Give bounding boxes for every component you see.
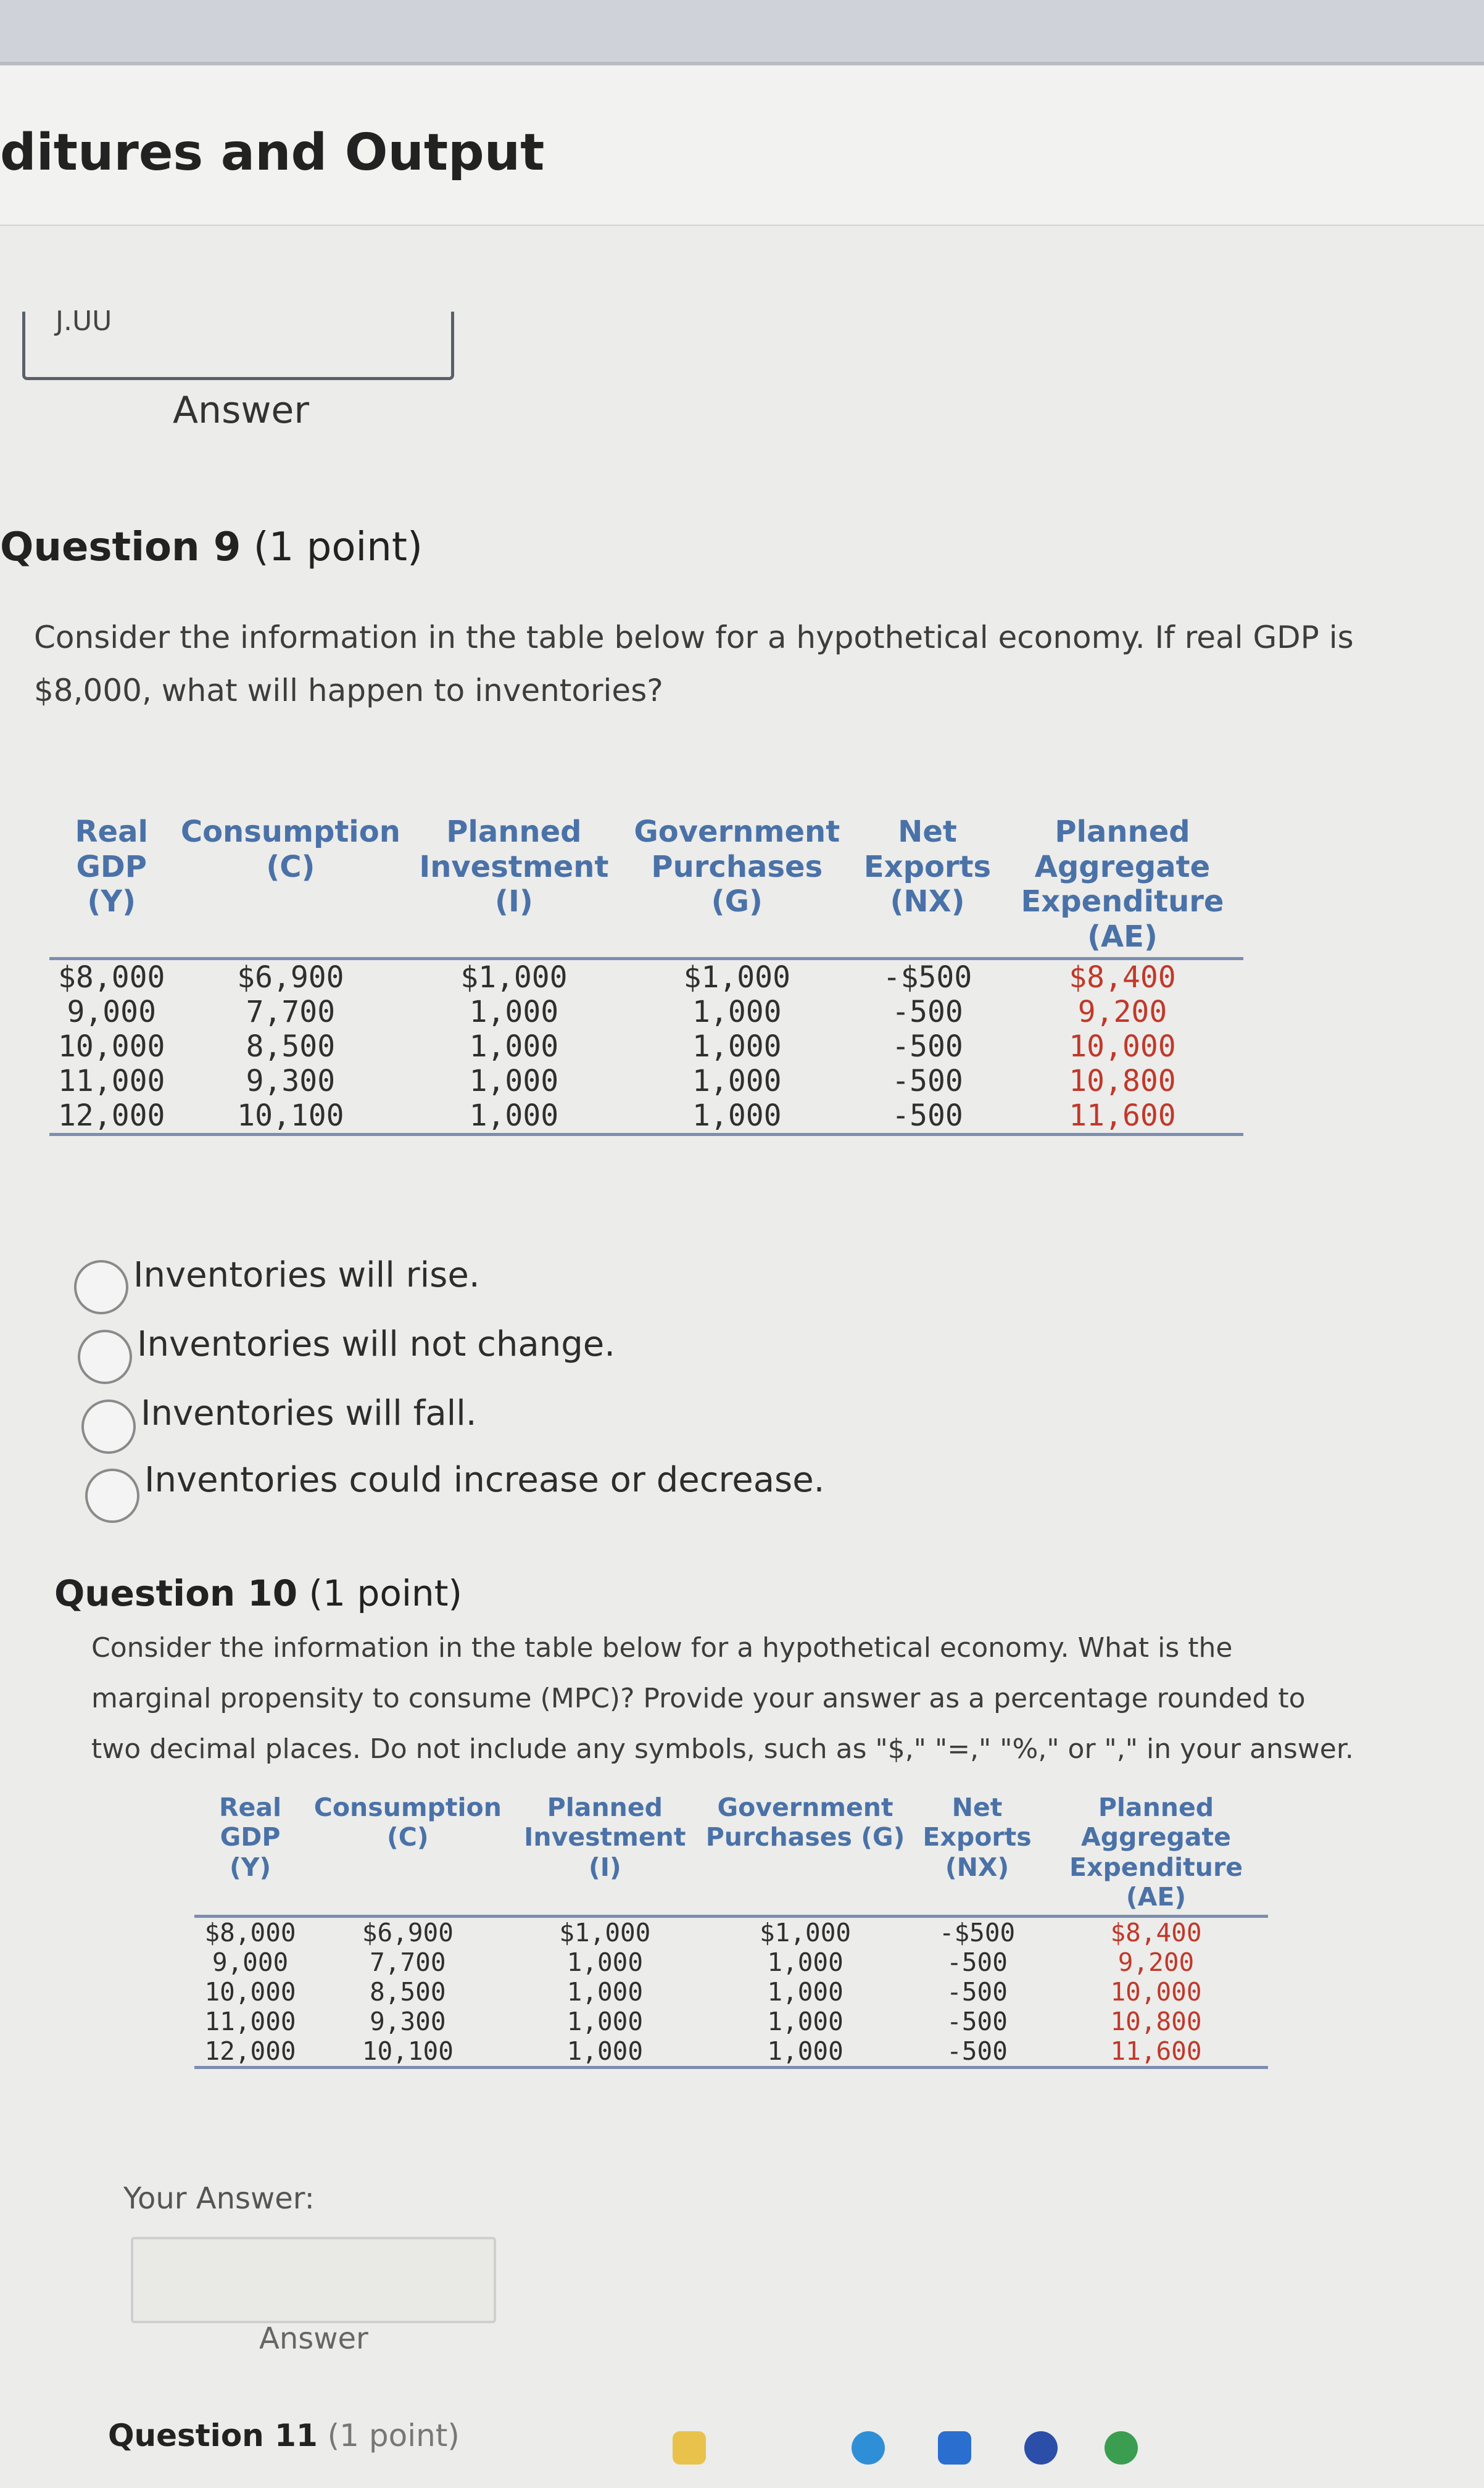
table-row xyxy=(49,995,1243,1029)
table-cell: 1,000 xyxy=(767,2006,844,2036)
table-cell: 1,000 xyxy=(566,1947,644,1977)
question-9-title xyxy=(0,525,423,570)
column-header: Net Exports (NX) xyxy=(863,815,992,919)
table-cell: $6,900 xyxy=(237,960,344,995)
table-cell: 7,700 xyxy=(370,1947,446,1977)
table-cell: 11,000 xyxy=(58,1063,165,1098)
table-cell: 1,000 xyxy=(469,994,559,1029)
table-row xyxy=(194,2007,1268,2036)
table-cell: 10,800 xyxy=(1110,2006,1202,2036)
table-cell: 1,000 xyxy=(692,1029,782,1064)
table-cell: -500 xyxy=(892,994,963,1029)
column-header: Real GDP (Y) xyxy=(218,1793,282,1882)
table-cell: $1,000 xyxy=(683,960,790,995)
table-row xyxy=(49,1029,1243,1064)
option-rise-radio[interactable] xyxy=(74,1260,128,1314)
edge-icon[interactable] xyxy=(852,2431,885,2465)
table-cell: 9,300 xyxy=(246,1063,336,1098)
table-cell: 11,600 xyxy=(1069,1098,1176,1133)
table-cell: 12,000 xyxy=(58,1098,165,1133)
question-10-title xyxy=(54,1572,462,1614)
your-answer-label: Your Answer: xyxy=(123,2181,315,2216)
table-cell: 1,000 xyxy=(469,1063,559,1098)
table-cell: 1,000 xyxy=(692,994,782,1029)
option-fall-radio[interactable] xyxy=(81,1400,136,1454)
table-cell: $8,400 xyxy=(1110,1917,1202,1947)
table-cell: 9,000 xyxy=(212,1947,289,1977)
page-title: ditures and Output xyxy=(0,123,545,182)
table-cell: -500 xyxy=(947,2006,1008,2036)
option-either-label[interactable]: Inventories could increase or decrease. xyxy=(144,1460,825,1500)
table-cell: 10,100 xyxy=(362,2036,454,2066)
answer-button[interactable]: Answer xyxy=(259,2321,368,2356)
table-row xyxy=(49,958,1243,995)
table-row xyxy=(194,2036,1268,2068)
question-10-points: (1 point) xyxy=(309,1572,463,1614)
file-explorer-icon[interactable] xyxy=(673,2431,706,2465)
question-10-text: Consider the information in the table below for a hypothetical economy. What is the marginal propensity to consume (MPC)? Provide your answer as a percentage rounded to two decimal places. Do not include any symbols, such as "$," "=," "%," or "," in your answer. xyxy=(91,1632,1354,1765)
table-cell: -$500 xyxy=(939,1917,1016,1947)
table-cell: 10,100 xyxy=(237,1098,344,1133)
table-cell: 8,500 xyxy=(370,1976,446,2007)
previous-answer-button[interactable]: Answer xyxy=(173,389,309,432)
table-cell: 10,000 xyxy=(204,1976,296,2007)
question-10-number: Question 10 xyxy=(54,1572,298,1614)
table-row xyxy=(194,1947,1268,1977)
table-cell: 1,000 xyxy=(692,1098,782,1133)
table-header-row xyxy=(49,815,1243,958)
table-row xyxy=(49,1064,1243,1098)
table-cell: 1,000 xyxy=(566,2036,644,2066)
table-cell: 10,000 xyxy=(1069,1029,1176,1064)
question-11-title xyxy=(108,2418,460,2453)
table-cell: -500 xyxy=(947,1947,1008,1977)
table-cell: 1,000 xyxy=(767,1976,844,2007)
question-9-points: (1 point) xyxy=(253,525,423,570)
table-cell: 9,200 xyxy=(1077,994,1167,1029)
column-header: Government Purchases (G) xyxy=(634,815,840,919)
table-cell: $1,000 xyxy=(460,960,568,995)
column-header: Consumption (C) xyxy=(313,1793,502,1852)
table-cell: 1,000 xyxy=(566,2006,644,2036)
column-header: Planned Investment (I) xyxy=(419,815,609,919)
table-header-row xyxy=(194,1793,1268,1916)
table-cell: $8,400 xyxy=(1069,960,1176,995)
browser-top-bar xyxy=(0,0,1484,62)
table-cell: 9,300 xyxy=(370,2006,446,2036)
table-cell: 1,000 xyxy=(566,1976,644,2007)
table-cell: 12,000 xyxy=(204,2036,296,2066)
table-cell: -500 xyxy=(947,1976,1008,2007)
store-icon[interactable] xyxy=(938,2431,971,2465)
column-header: Government Purchases (G) xyxy=(705,1793,905,1852)
table-cell: 1,000 xyxy=(469,1029,559,1064)
table-cell: -500 xyxy=(892,1063,963,1098)
table-cell: 11,000 xyxy=(204,2006,296,2036)
taskbar xyxy=(592,2431,1209,2474)
table-cell: $8,000 xyxy=(204,1917,296,1947)
search-icon[interactable] xyxy=(1024,2431,1058,2465)
table-cell: $1,000 xyxy=(759,1917,852,1947)
question-9-text: Consider the information in the table below for a hypothetical economy. If real GDP is $8,000, what will happen to inventories? xyxy=(34,620,1354,708)
question-9-table xyxy=(49,815,1243,1136)
table-row xyxy=(49,1098,1243,1135)
table-cell: 7,700 xyxy=(246,994,336,1029)
table-cell: 11,600 xyxy=(1110,2036,1202,2066)
table-cell: 10,000 xyxy=(58,1029,165,1064)
column-header: Planned Investment (I) xyxy=(524,1793,686,1882)
table-cell: 10,800 xyxy=(1069,1063,1176,1098)
table-row xyxy=(194,1916,1268,1947)
option-rise-label[interactable]: Inventories will rise. xyxy=(133,1255,480,1295)
table-cell: 1,000 xyxy=(767,2036,844,2066)
table-cell: $6,900 xyxy=(362,1917,454,1947)
table-cell: 8,500 xyxy=(246,1029,336,1064)
table-cell: 10,000 xyxy=(1110,1976,1202,2007)
column-header: Planned Aggregate Expenditure (AE) xyxy=(1021,815,1224,954)
table-cell: 9,200 xyxy=(1117,1947,1195,1977)
answer-input[interactable] xyxy=(131,2237,496,2323)
question-10-table xyxy=(194,1793,1268,2069)
table-cell: 9,000 xyxy=(67,994,156,1029)
column-header: Net Exports (NX) xyxy=(922,1793,1032,1882)
option-no-change-radio[interactable] xyxy=(78,1330,132,1384)
table-cell: 1,000 xyxy=(692,1063,782,1098)
table-cell: -500 xyxy=(947,2036,1008,2066)
chrome-icon[interactable] xyxy=(1105,2431,1138,2465)
question-9-number: Question 9 xyxy=(0,525,241,570)
option-either-radio[interactable] xyxy=(85,1469,139,1523)
table-cell: 1,000 xyxy=(767,1947,844,1977)
table-cell: 1,000 xyxy=(469,1098,559,1133)
table-cell: -500 xyxy=(892,1098,963,1133)
table-cell: $1,000 xyxy=(559,1917,651,1947)
column-header: Real GDP (Y) xyxy=(75,815,148,919)
previous-answer-value: J.UU xyxy=(56,305,112,337)
question-11-number: Question 11 xyxy=(108,2418,318,2453)
column-header: Planned Aggregate Expenditure (AE) xyxy=(1069,1793,1243,1912)
table-cell: -$500 xyxy=(882,960,972,995)
table-row xyxy=(194,1977,1268,2007)
table-cell: -500 xyxy=(892,1029,963,1064)
option-fall-label[interactable]: Inventories will fall. xyxy=(141,1393,477,1433)
question-11-points: (1 point) xyxy=(327,2418,460,2453)
column-header: Consumption (C) xyxy=(180,815,400,884)
option-no-change-label[interactable]: Inventories will not change. xyxy=(137,1324,616,1364)
table-cell: $8,000 xyxy=(58,960,165,995)
